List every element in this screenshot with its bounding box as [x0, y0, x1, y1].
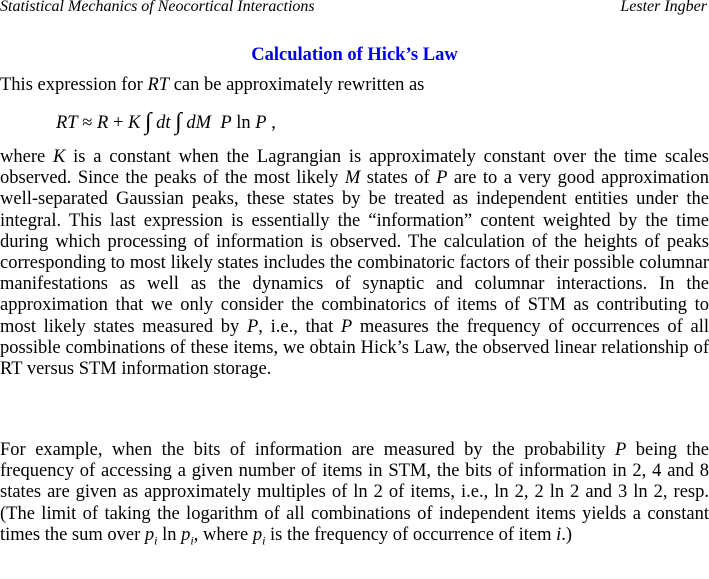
eq-p2: P — [255, 113, 267, 133]
math-var: M — [344, 168, 361, 189]
text-run: is a constant when the Lagrangian is approximately constant over the time scales observed. Since the peaks of the most likely — [0, 147, 709, 189]
eq-ln: ln — [236, 113, 251, 133]
math-subscript: i — [262, 533, 266, 548]
text-run: This expression for — [0, 75, 148, 95]
section-title: Calculation of Hick’s Law — [251, 45, 458, 65]
body-paragraph — [0, 440, 709, 552]
eq-r: R — [97, 113, 109, 133]
running-header-author: Lester Ingber — [620, 0, 707, 15]
text-run: where — [0, 147, 53, 167]
text-run: measures the frequency of occurrences of all possible combinations of these items, we obtain Hick’s Law, the observed linear relationship of RT versus STM information storage. — [0, 316, 709, 380]
text-run: , where — [193, 524, 253, 545]
running-header-title: Statistical Mechanics of Neocortical Interactions — [0, 0, 315, 15]
eq-comma: , — [271, 113, 276, 133]
body-paragraph — [0, 147, 709, 380]
math-var: p — [144, 524, 155, 545]
text-run: For example, when the bits of information are measured by the probability — [0, 440, 615, 460]
eq-dm: dM — [186, 113, 212, 133]
text-run: are to a very good approximation well-separated Gaussian peaks, these states by be treated as independent entities under the integral. This last expression is essentially the “information” content weighted by the time during which processing of information is observed. The calculation of the heights of peaks corresponding to most likely states includes the combinatoric factors of their possible columnar manifestations as well as the dynamics of synaptic and columnar interactions. In the approximation that we only consider the combinatorics of items of STM as contributing to most likely states measured by — [0, 168, 709, 337]
eq-lhs: RT — [56, 113, 78, 133]
eq-dt: dt — [156, 113, 171, 133]
math-var: K — [52, 147, 66, 167]
text-run: states of — [360, 168, 437, 189]
eq-p1: P — [220, 113, 232, 133]
text-run: can be approximately rewritten as — [169, 75, 425, 95]
math-var: P — [614, 440, 627, 460]
display-equation — [56, 108, 276, 135]
text-run: is the frequency of occurrence of item — [265, 524, 557, 545]
math-var: P — [246, 316, 259, 337]
eq-k: K — [128, 113, 141, 133]
math-var: p — [181, 524, 191, 545]
text-run: .) — [561, 524, 573, 545]
math-var: p — [252, 524, 263, 545]
math-subscript: i — [154, 533, 158, 548]
integral-sign: ∫ — [144, 109, 152, 135]
eq-approx: ≈ — [82, 113, 93, 133]
math-var: P — [436, 168, 448, 189]
math-subscript: i — [190, 533, 194, 548]
math-var: P — [340, 316, 353, 337]
text-run: , i.e., that — [258, 316, 341, 337]
text-run: ln — [157, 524, 182, 545]
integral-sign: ∫ — [175, 109, 182, 135]
math-var: RT — [147, 75, 170, 95]
eq-plus: + — [112, 113, 124, 133]
intro-paragraph — [0, 75, 709, 96]
math-var: i — [556, 524, 562, 545]
text-run: being the frequency of accessing a given number of items in STM, the bits of information in 2, 4 and 8 states are given as approximately multiples of ln 2 of items, i.e., ln 2, 2 ln 2 and 3 ln 2, resp. (The limit of taking the logarithm of all combinations of independent items yields a constant times the sum over — [0, 440, 709, 545]
